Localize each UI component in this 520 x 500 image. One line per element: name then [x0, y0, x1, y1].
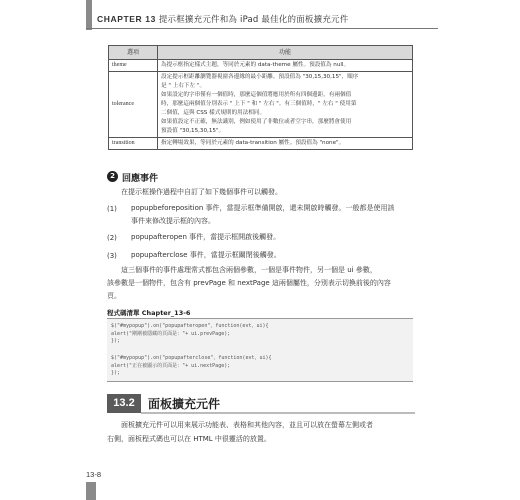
list-item-line: popupafterclose 事件，當提示框關閉後觸發。: [131, 251, 281, 259]
list-item-number: (1): [107, 205, 117, 213]
description-line: 如果值設定不正確，無法識別，例如使用了非數位或者空字串，那麼將會使用: [161, 119, 352, 125]
description-line: 二個值，這與 CSS 樣式規則的用法相同。: [161, 110, 266, 116]
option-name: transition: [109, 138, 158, 150]
code-line: alert("剛剛被隱藏的頁面是："+ ui.prevPage);: [111, 331, 231, 337]
table-header-function: 功能: [158, 46, 413, 60]
section-rule: [141, 412, 415, 414]
option-description: [158, 72, 413, 138]
description-line: 時，那麼這兩個值分別表示 " 上下 " 和 " 左右 "。有三個值時，" 左右 " 使用第: [161, 101, 357, 107]
header-rule: [86, 28, 438, 29]
description-line: 設定提示框距離瀏覽器視窗各邊緣的最小距離。預設值為 "30,15,30,15"，順序: [161, 74, 359, 80]
paragraph-line: 右側，面板程式碼也可以在 HTML 中很靈活的放置。: [107, 435, 271, 443]
chapter-label: CHAPTER 13: [97, 14, 156, 24]
paragraph-line: 頁。: [107, 292, 121, 300]
section-title: 面板擴充元件: [148, 397, 221, 411]
option-name: tolerance: [109, 72, 158, 138]
paragraph-line: 面板擴充元件可以用來展示功能表、表格和其他內容，並且可以放在螢幕左側或者: [121, 421, 373, 429]
listing-title: 程式碼清單 Chapter_13-6: [107, 309, 191, 317]
paragraph-line: 這三個事件的事件處理常式都包含兩個參數，一個是事件物件，另一個是 ui 參數，: [121, 266, 377, 274]
table-header-row: [109, 46, 413, 60]
option-description: [158, 138, 413, 150]
table-row: [109, 60, 413, 72]
chapter-tab-marker: [86, 0, 92, 30]
description-line: 是 " 上右下左 "。: [161, 83, 206, 89]
section-number-badge: 13.2: [107, 394, 141, 413]
table-row: [109, 138, 413, 150]
chapter-header: [97, 13, 348, 25]
list-item-line: 事件來修改提示框的內容。: [131, 217, 215, 225]
page-number: 13-8: [86, 470, 102, 479]
paragraph-line: 該參數是一個物件，包含有 prevPage 和 nextPage 這兩個屬性，分別表示切換前後的內容: [107, 279, 391, 287]
section-number-badge: 2: [107, 171, 118, 182]
list-item-number: (3): [107, 252, 117, 260]
table-row: [109, 72, 413, 138]
code-line: $("#mypopup").on("popupafterclose"，function(evt，ui){: [111, 355, 272, 361]
table-header-option: 選項: [109, 46, 158, 60]
code-line: alert("正在被顯示的頁面是："+ ui.nextPage);: [111, 363, 231, 369]
list-item-line: popupafteropen 事件，當提示框開啟後觸發。: [131, 233, 281, 241]
list-item-number: (2): [107, 234, 117, 242]
list-item-line: popupbeforeposition 事件，當提示框準備開啟，還未開啟時觸發。一般都是使用該: [131, 204, 395, 212]
options-table: [108, 45, 413, 150]
section-title: 回應事件: [122, 174, 159, 184]
chapter-title: 提示框擴充元件和為 iPad 最佳化的面板擴充元件: [158, 15, 349, 25]
option-name: theme: [109, 60, 158, 72]
page-edge-marker: [86, 482, 96, 500]
intro-paragraph: 在提示框操作過程中自訂了如下幾個事件可以觸發。: [121, 188, 282, 196]
code-line: $("#mypopup").on("popupafteropen"，function(evt，ui){: [111, 323, 269, 329]
description-line: 指定轉場效果，等同於元素的 data-transition 屬性。預設值為 "none"。: [161, 140, 345, 146]
option-description: [158, 60, 413, 72]
code-line: });: [111, 338, 121, 344]
description-line: 為提示框指定樣式主題，等同於元素的 data-theme 屬性。預設值為 null。: [161, 62, 350, 68]
description-line: 預設值 "30,15,30,15"。: [161, 128, 225, 134]
description-line: 如果設定的字串僅有一個值時，那麼這個值將應用於所有四個邊距。有兩個值: [161, 92, 352, 98]
code-line: });: [111, 370, 121, 376]
